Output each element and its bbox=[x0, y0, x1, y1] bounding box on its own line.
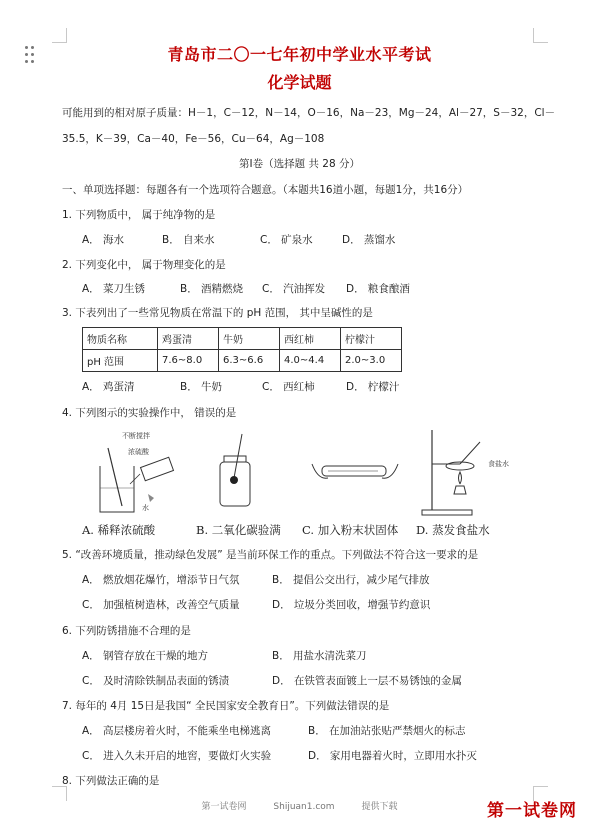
q1-option-d[interactable]: D． 蒸馏水 bbox=[342, 234, 396, 246]
dilute-acid-figure bbox=[92, 428, 187, 516]
table-cell: 牛奶 bbox=[219, 328, 280, 350]
table-cell: 鸡蛋清 bbox=[158, 328, 219, 350]
question-4-stem: 4. 下列图示的实验操作中， 错误的是 bbox=[62, 407, 237, 419]
table-cell: 西红柿 bbox=[280, 328, 341, 350]
page-corner-mark bbox=[533, 28, 548, 43]
co2-test-figure bbox=[212, 428, 262, 516]
site-logo: 第一试卷网 bbox=[487, 801, 577, 821]
question-8-stem: 8. 下列做法正确的是 bbox=[62, 775, 160, 787]
q2-option-b[interactable]: B． 酒精燃烧 bbox=[180, 283, 244, 295]
page-subtitle: 化学试题 bbox=[267, 73, 332, 92]
atomic-mass-line-1: 可能用到的相对原子质量：H－1，C－12，N－14，O－16，Na－23，Mg－24，Al－27，S－32，Cl－ bbox=[62, 107, 556, 119]
table-row bbox=[83, 328, 402, 350]
table-cell: 2.0~3.0 bbox=[341, 350, 402, 372]
ph-table bbox=[82, 327, 402, 372]
q4-option-c[interactable]: C. 加入粉末状固体 bbox=[302, 523, 399, 537]
table-cell: pH 范围 bbox=[83, 350, 158, 372]
footer-site-name: 第一试卷网 bbox=[201, 802, 247, 812]
section-title: 第Ⅰ卷（选择题 共 28 分） bbox=[239, 158, 360, 170]
part-instructions: 一、单项选择题：每题各有一个选项符合题意。（本题共16道小题，每题1分，共16分） bbox=[62, 184, 469, 196]
figure-note: 浓硫酸 bbox=[128, 448, 149, 456]
question-6-stem: 6. 下列防锈措施不合理的是 bbox=[62, 625, 191, 637]
table-cell: 6.3~6.6 bbox=[219, 350, 280, 372]
page-title: 青岛市二〇一七年初中学业水平考试 bbox=[167, 45, 432, 64]
q6-option-b[interactable]: B． 用盐水清洗菜刀 bbox=[272, 650, 367, 662]
q6-option-a[interactable]: A． 钢管存放在干燥的地方 bbox=[82, 650, 209, 662]
footer-site-url[interactable]: Shijuan1.com bbox=[273, 802, 335, 812]
table-cell: 柠檬汁 bbox=[341, 328, 402, 350]
q2-option-d[interactable]: D． 粮食酿酒 bbox=[346, 283, 410, 295]
table-cell: 物质名称 bbox=[83, 328, 158, 350]
q5-option-b[interactable]: B． 提倡公交出行，减少尾气排放 bbox=[272, 574, 430, 586]
q1-option-c[interactable]: C． 矿泉水 bbox=[260, 234, 313, 246]
q1-option-a[interactable]: A． 海水 bbox=[82, 234, 125, 246]
question-5-stem: 5. “改善环境质量，推动绿色发展” 是当前环保工作的重点。下列做法不符合这一要求的是 bbox=[62, 549, 479, 561]
q5-option-c[interactable]: C． 加强植树造林，改善空气质量 bbox=[82, 599, 240, 611]
q6-option-d[interactable]: D． 在铁管表面镀上一层不易锈蚀的金属 bbox=[272, 675, 462, 687]
table-cell: 7.6~8.0 bbox=[158, 350, 219, 372]
footer-download-text: 提供下载 bbox=[361, 802, 398, 812]
q7-option-a[interactable]: A． 高层楼房着火时，不能乘坐电梯逃离 bbox=[82, 725, 272, 737]
q7-option-b[interactable]: B． 在加油站张贴严禁烟火的标志 bbox=[308, 725, 466, 737]
question-3-stem: 3. 下表列出了一些常见物质在常温下的 pH 范围， 其中呈碱性的是 bbox=[62, 307, 373, 319]
figure-note: 水 bbox=[142, 504, 149, 512]
q6-option-c[interactable]: C． 及时清除铁制品表面的锈渍 bbox=[82, 675, 230, 687]
page-corner-mark bbox=[52, 28, 67, 43]
q2-option-a[interactable]: A． 菜刀生锈 bbox=[82, 283, 146, 295]
table-cell: 4.0~4.4 bbox=[280, 350, 341, 372]
q7-option-c[interactable]: C． 进入久未开启的地窖，要做灯火实验 bbox=[82, 750, 272, 762]
q7-option-d[interactable]: D． 家用电器着火时，立即用水扑灭 bbox=[308, 750, 477, 762]
q4-option-a[interactable]: A. 稀释浓硫酸 bbox=[82, 523, 156, 537]
q3-option-d[interactable]: D． 柠檬汁 bbox=[346, 381, 400, 393]
q4-option-d[interactable]: D. 蒸发食盐水 bbox=[416, 523, 490, 537]
q5-option-d[interactable]: D． 垃圾分类回收，增强节约意识 bbox=[272, 599, 431, 611]
figure-note: 食盐水 bbox=[488, 460, 509, 468]
q3-option-c[interactable]: C． 西红柿 bbox=[262, 381, 315, 393]
atomic-mass-line-2: 35.5，K－39，Ca－40，Fe－56，Cu－64，Ag－108 bbox=[62, 133, 325, 145]
q4-option-b[interactable]: B. 二氧化碳验满 bbox=[196, 523, 281, 537]
evaporate-figure bbox=[420, 428, 525, 516]
add-powder-figure bbox=[308, 428, 403, 516]
q3-option-a[interactable]: A． 鸡蛋清 bbox=[82, 381, 135, 393]
q3-option-b[interactable]: B． 牛奶 bbox=[180, 381, 223, 393]
q5-option-a[interactable]: A． 燃放烟花爆竹，增添节日气氛 bbox=[82, 574, 240, 586]
question-2-stem: 2. 下列变化中， 属于物理变化的是 bbox=[62, 259, 226, 271]
question-7-stem: 7. 每年的 4月 15日是我国“ 全民国家安全教育日”。下列做法错误的是 bbox=[62, 700, 390, 712]
q1-option-b[interactable]: B． 自来水 bbox=[162, 234, 215, 246]
table-row bbox=[83, 350, 402, 372]
figure-note: 不断搅拌 bbox=[122, 432, 150, 440]
question-1-stem: 1. 下列物质中， 属于纯净物的是 bbox=[62, 209, 216, 221]
q2-option-c[interactable]: C． 汽油挥发 bbox=[262, 283, 326, 295]
